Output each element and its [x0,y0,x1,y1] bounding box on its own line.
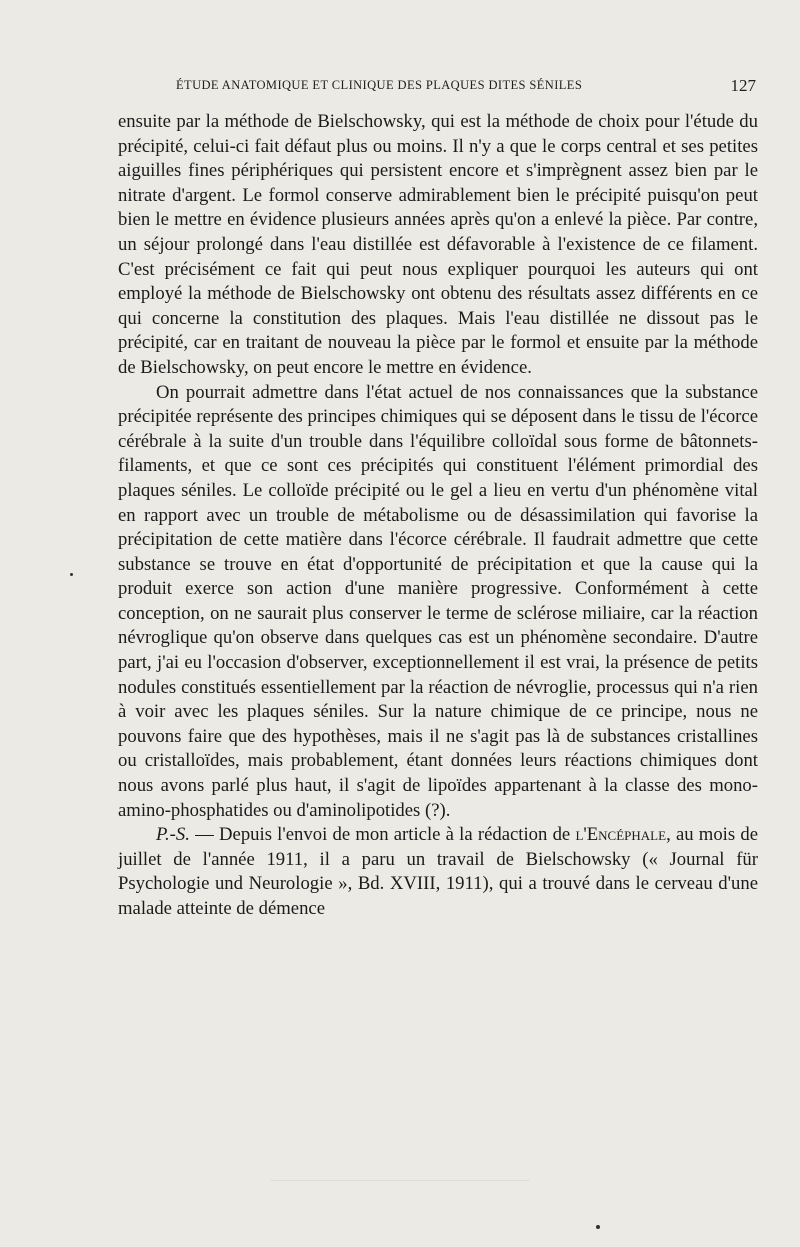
bottom-speck [596,1225,600,1229]
postscript-paragraph [118,823,758,921]
postscript-text-before: — Depuis l'envoi de mon article à la rédaction de [189,824,576,846]
margin-speck [70,573,73,576]
page-number: 127 [730,76,756,95]
page-header [176,76,756,100]
running-title: ÉTUDE ANATOMIQUE ET CLINIQUE DES PLAQUES DITES SÉNILES [176,78,583,92]
show-through-shadow [270,1180,530,1221]
postscript-text-after: , au mois de juillet de l'année 1911, il a paru un travail de Bielschowsky (« Journal für Psychologie und Neurologie », Bd. XVIII, 1911), qui a trouvé dans le cerveau d'une malade atteinte de démence [118,824,758,919]
paragraph-hypothesis: On pourrait admettre dans l'état actuel de nos connaissances que la substance précipitée représente des principes chimiques qui se déposent dans le tissu de l'écorce cérébrale à la suite d'un trouble dans l'équilibre colloïdal sous forme de bâtonnets-filaments, et que ce sont ces précipités qui constituent l'élément primordial des plaques séniles. Le colloïde précipité ou le gel a lieu en vertu d'un phénomène vital en rapport avec un trouble de métabolisme ou de désassimilation qui favorise la précipitation de cette matière dans l'écorce cérébrale. Il faudrait admettre que cette substance se trouve en état d'opportunité de précipitation et que la cause qui la produit exerce son action d'une manière progressive. Conformément à cette conception, on ne saurait plus conserver le terme de sclérose miliaire, car la réaction névroglique qu'on observe dans quelques cas est un phénomène secondaire. D'autre part, j'ai eu l'occasion d'observer, exceptionnellement il est vrai, la présence de petits nodules constitués essentiellement par la réaction de névroglie, processus qui n'a rien à voir avec les plaques séniles. Sur la nature chimique de ce principe, nous ne pouvons faire que des hypothèses, mais il ne s'agit pas là de substances cristallines ou cristalloïdes, mais probablement, étant données leurs réactions chimiques dont nous avons parlé plus haut, il s'agit de lipoïdes appartenant à la classe des mono-amino-phosphatides ou d'aminolipotides (?). [118,381,758,821]
postscript-label: P.-S. [156,824,190,846]
paragraph-continuation: ensuite par la méthode de Bielschowsky, qui est la méthode de choix pour l'étude du précipité, celui-ci fait défaut plus ou moins. Il n'y a que le corps central et ses petites aiguilles fines périphériques qui persistent encore et s'imprègnent assez bien par le nitrate d'argent. Le formol conserve admirablement bien le précipité puisqu'on peut bien le mettre en évidence plusieurs années après qu'on a enlevé la pièce. Par contre, un séjour prolongé dans l'eau distillée est défavorable à l'existence de ce filament. C'est précisément ce fait qui peut nous expliquer pourquoi les auteurs qui ont employé la méthode de Bielschowsky ont obtenu des résultats assez différents en ce qui concerne la constitution des plaques. Mais l'eau distillée ne dissout pas le précipité, car en traitant de nouveau la pièce par le formol et ensuite par la méthode de Bielschowsky, on peut encore le mettre en évidence. [118,111,758,378]
journal-name: l'Encéphale [575,824,667,846]
body-text [118,110,758,922]
